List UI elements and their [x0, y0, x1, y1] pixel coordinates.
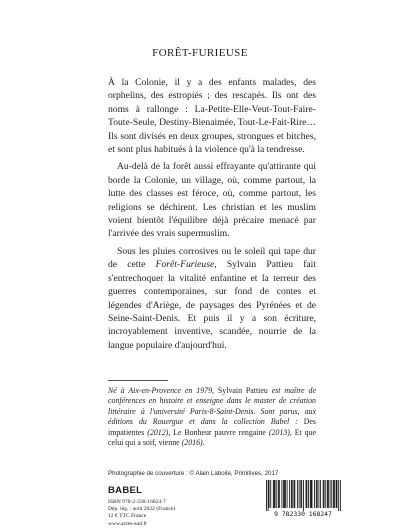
blurb — [108, 76, 316, 352]
barcode-bar — [274, 480, 275, 508]
barcode-bar — [292, 480, 293, 508]
barcode-bar — [340, 480, 341, 511]
barcode-bar — [284, 480, 285, 508]
barcode-bar — [306, 480, 307, 508]
barcode-bar — [312, 480, 313, 508]
barcode-bar — [297, 480, 298, 508]
barcode-bar — [306, 480, 307, 508]
barcode-bar — [334, 480, 335, 508]
barcode-bar — [317, 480, 318, 508]
publication-info — [108, 499, 228, 528]
barcode-bar — [336, 480, 337, 508]
barcode-bar — [291, 480, 292, 508]
blurb-paragraph-1: À la Colonie, il y a des enfants malades, des orphelins, des estropiés ; des rescapés. Ils ont des noms à rallonge : La-Petite-Elle-Veut-Tout-Faire-Toute-Seule, Destiny-Bienaimée, Tout-Le-Fait-Rire… Ils sont divisés en deux groupes, strongues et bitches, et sont plus habitués à la violence qu'à la tendresse. — [108, 77, 316, 156]
barcode-bar — [299, 480, 300, 508]
barcode-bar — [320, 480, 321, 508]
author-bio-text: Né à Aix-en-Provence en 1979, Sylvain Pattieu est maître de conférences en histoire et enseigne dans le master de création littéraire à l'université Paris-8-Saint-Denis. Sont parus, aux éditions du Rouergue et dans la collection Babel : Des impatientes (2012), Le Bonheur pauvre rengaine (2013), Et que celui qui a soif, vienne (2016). — [108, 386, 317, 448]
barcode-bar — [333, 480, 334, 508]
barcode-bar — [269, 480, 270, 508]
barcode-bar — [310, 480, 311, 508]
barcode-bar — [270, 480, 271, 508]
barcode-bar — [338, 480, 339, 511]
blurb-paragraph-2: Au-delà de la forêt aussi effrayante qu'attirante qui borde la Colonie, un village, où, comme partout, la lutte des classes est féroce, où, comme partout, les religions se déchirent. Les christian et les muslim voient bientôt l'équilibre déjà précaire menacé par l'arrivée des vrais supermuslim. — [108, 161, 316, 240]
barcode-bar — [283, 480, 284, 508]
barcode-bar — [330, 480, 331, 508]
barcode-bar — [308, 480, 309, 508]
barcode-bar — [285, 480, 286, 508]
barcode-bar — [328, 480, 329, 508]
barcode-bar — [275, 480, 276, 508]
barcode-bar — [294, 480, 295, 508]
barcode-bar — [273, 480, 274, 508]
publisher-name: BABEL — [108, 485, 143, 496]
barcode-bar — [279, 480, 280, 508]
barcode-graphic — [258, 480, 348, 518]
barcode-bar — [327, 480, 328, 508]
author-bio — [108, 386, 316, 448]
barcode-bar — [314, 480, 315, 508]
cover-photo-credit: Photographie de couverture : © Alain Laboile, Primitives, 2017 — [108, 470, 279, 477]
barcode-bar — [325, 480, 326, 508]
barcode-bar — [337, 480, 338, 508]
barcode-bar — [324, 480, 325, 508]
barcode-bar — [294, 480, 295, 508]
barcode-bar — [323, 480, 324, 508]
barcode-bar — [289, 480, 290, 508]
book-title: FORÊT-FURIEUSE — [152, 47, 248, 59]
barcode — [258, 480, 348, 520]
barcode-bar — [301, 480, 302, 508]
barcode-bar — [316, 480, 317, 508]
barcode-bar — [311, 480, 312, 508]
website: www.actes-sud.fr — [108, 520, 148, 527]
isbn: ISBN 978-2-330-16824-7 — [108, 499, 166, 505]
barcode-bar — [281, 480, 282, 508]
barcode-digits: 9 782330 168247 — [274, 510, 332, 518]
legal-deposit: Dép. lég. : août 2022 (France) — [108, 506, 176, 513]
barcode-bar — [300, 480, 301, 508]
blurb-paragraph-3: Sous les pluies corrosives ou le soleil qui tape dur de cette Forêt-Furieuse, Sylvain Pattieu fait s'entrechoquer la vitalité enfantine et la terreur des guerres contemporaines, sur fond de contes et légendes d'Ariège, de paysages des Pyrénées et de Seine-Saint-Denis. Et puis il y a son écriture, incroyablement inventive, scandée, nourrie de la langue populaire d'aujourd'hui. — [108, 245, 316, 351]
barcode-bar — [287, 480, 288, 508]
divider — [108, 380, 168, 381]
barcode-bar — [318, 480, 319, 508]
barcode-bar — [303, 480, 304, 511]
barcode-bar — [276, 480, 277, 508]
barcode-bar — [331, 480, 332, 508]
barcode-bar — [266, 480, 267, 511]
price: 12 € TTC France — [108, 513, 147, 520]
barcode-bar — [278, 480, 279, 508]
barcode-bar — [268, 480, 269, 511]
